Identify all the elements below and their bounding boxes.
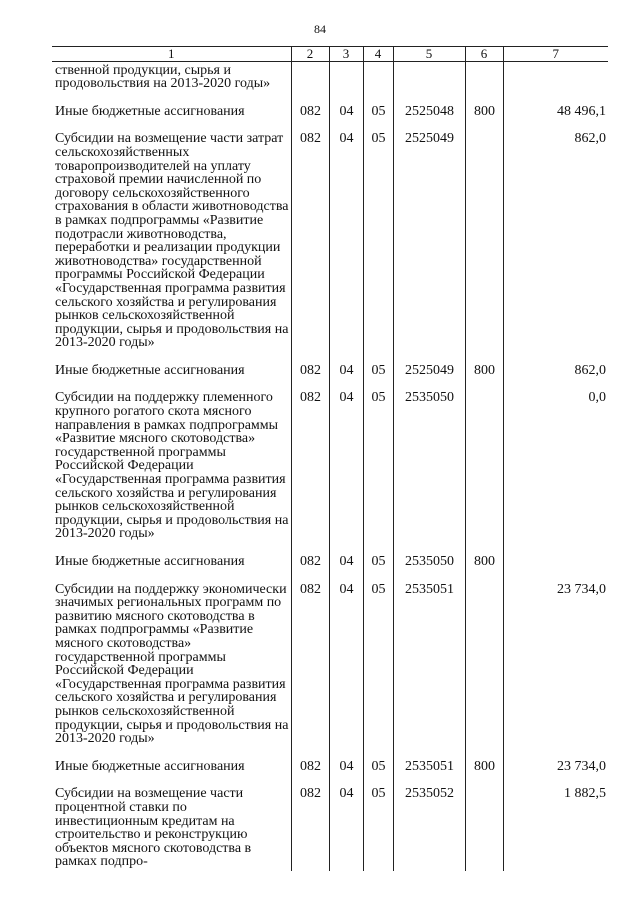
row-expense-type bbox=[465, 783, 503, 871]
row-amount: 23 734,0 bbox=[503, 756, 608, 784]
row-section-code: 04 bbox=[329, 360, 363, 388]
row-section-code bbox=[329, 61, 363, 101]
column-header: 1 bbox=[52, 47, 291, 62]
row-amount: 862,0 bbox=[503, 360, 608, 388]
row-amount: 48 496,1 bbox=[503, 101, 608, 129]
page-number: 84 bbox=[314, 22, 326, 36]
row-section-code: 04 bbox=[329, 387, 363, 551]
row-amount: 1 882,5 bbox=[503, 783, 608, 871]
row-target-article: 2525049 bbox=[393, 360, 465, 388]
row-ministry-code: 082 bbox=[291, 551, 329, 579]
column-header: 6 bbox=[465, 47, 503, 62]
row-subsection-code bbox=[363, 61, 393, 101]
budget-table bbox=[52, 46, 608, 871]
row-section-code: 04 bbox=[329, 551, 363, 579]
column-header: 7 bbox=[503, 47, 608, 62]
table-row bbox=[52, 551, 608, 579]
column-header: 4 bbox=[363, 47, 393, 62]
row-expense-type: 800 bbox=[465, 551, 503, 579]
row-amount: 23 734,0 bbox=[503, 579, 608, 756]
row-expense-type: 800 bbox=[465, 101, 503, 129]
row-ministry-code bbox=[291, 61, 329, 101]
row-target-article: 2525049 bbox=[393, 128, 465, 360]
row-section-code: 04 bbox=[329, 101, 363, 129]
row-subsection-code: 05 bbox=[363, 579, 393, 756]
table-header bbox=[52, 47, 608, 62]
row-description: Субсидии на возмещение части процентной ставки по инвестиционным кредитам на строительство и реконструкцию объектов мясного скотоводства в рамках подпро- bbox=[52, 783, 291, 871]
row-target-article: 2535051 bbox=[393, 579, 465, 756]
row-section-code: 04 bbox=[329, 579, 363, 756]
row-target-article: 2525048 bbox=[393, 101, 465, 129]
table-row bbox=[52, 101, 608, 129]
row-expense-type bbox=[465, 387, 503, 551]
row-section-code: 04 bbox=[329, 128, 363, 360]
row-target-article: 2535050 bbox=[393, 551, 465, 579]
row-description: Субсидии на возмещение части затрат сельскохозяйственных товаропроизводителей на уплату страховой премии начисленной по договору сельскохозяйственного страхования в области животноводства в рамках подпрограммы «Развитие подотрасли животноводства, переработки и реализации продукции животноводства» государственной программы Российской Федерации «Государственная программа развития сельского хозяйства и регулирования рынков сельскохозяйственной продукции, сырья и продовольствия на 2013-2020 годы» bbox=[52, 128, 291, 360]
row-ministry-code: 082 bbox=[291, 101, 329, 129]
row-expense-type bbox=[465, 61, 503, 101]
row-amount: 862,0 bbox=[503, 128, 608, 360]
row-subsection-code: 05 bbox=[363, 551, 393, 579]
row-description: Иные бюджетные ассигнования bbox=[52, 756, 291, 784]
table-row bbox=[52, 756, 608, 784]
column-header: 3 bbox=[329, 47, 363, 62]
table-row bbox=[52, 128, 608, 360]
row-target-article: 2535051 bbox=[393, 756, 465, 784]
row-description: Иные бюджетные ассигнования bbox=[52, 551, 291, 579]
table-row bbox=[52, 61, 608, 101]
row-description: Субсидии на поддержку экономически значимых региональных программ по развитию мясного скотоводства в рамках подпрограммы «Развитие мясного скотоводства» государственной программы Российской Федерации «Государственная программа развития сельского хозяйства и регулирования рынков сельскохозяйственной продукции, сырья и продовольствия на 2013-2020 годы» bbox=[52, 579, 291, 756]
table-row bbox=[52, 387, 608, 551]
row-description: Иные бюджетные ассигнования bbox=[52, 101, 291, 129]
row-expense-type bbox=[465, 579, 503, 756]
row-amount bbox=[503, 61, 608, 101]
table-row bbox=[52, 360, 608, 388]
row-subsection-code: 05 bbox=[363, 387, 393, 551]
row-subsection-code: 05 bbox=[363, 783, 393, 871]
row-section-code: 04 bbox=[329, 756, 363, 784]
row-amount: 0,0 bbox=[503, 387, 608, 551]
row-amount bbox=[503, 551, 608, 579]
table-row bbox=[52, 579, 608, 756]
row-expense-type: 800 bbox=[465, 360, 503, 388]
row-ministry-code: 082 bbox=[291, 387, 329, 551]
row-description: Субсидии на поддержку племенного крупного рогатого скота мясного направления в рамках подпрограммы «Развитие мясного скотоводства» государственной программы Российской Федерации «Государственная программа развития сельского хозяйства и регулирования рынков сельскохозяйственной продукции, сырья и продовольствия на 2013-2020 годы» bbox=[52, 387, 291, 551]
column-header: 2 bbox=[291, 47, 329, 62]
row-target-article bbox=[393, 61, 465, 101]
row-ministry-code: 082 bbox=[291, 128, 329, 360]
row-subsection-code: 05 bbox=[363, 756, 393, 784]
row-subsection-code: 05 bbox=[363, 360, 393, 388]
row-ministry-code: 082 bbox=[291, 756, 329, 784]
row-ministry-code: 082 bbox=[291, 579, 329, 756]
row-ministry-code: 082 bbox=[291, 360, 329, 388]
table-row bbox=[52, 783, 608, 871]
column-header: 5 bbox=[393, 47, 465, 62]
row-description: ственной продукции, сырья и продовольствия на 2013-2020 годы» bbox=[52, 61, 291, 101]
row-expense-type bbox=[465, 128, 503, 360]
row-section-code: 04 bbox=[329, 783, 363, 871]
row-subsection-code: 05 bbox=[363, 128, 393, 360]
row-description: Иные бюджетные ассигнования bbox=[52, 360, 291, 388]
row-subsection-code: 05 bbox=[363, 101, 393, 129]
row-target-article: 2535052 bbox=[393, 783, 465, 871]
row-ministry-code: 082 bbox=[291, 783, 329, 871]
row-target-article: 2535050 bbox=[393, 387, 465, 551]
row-expense-type: 800 bbox=[465, 756, 503, 784]
